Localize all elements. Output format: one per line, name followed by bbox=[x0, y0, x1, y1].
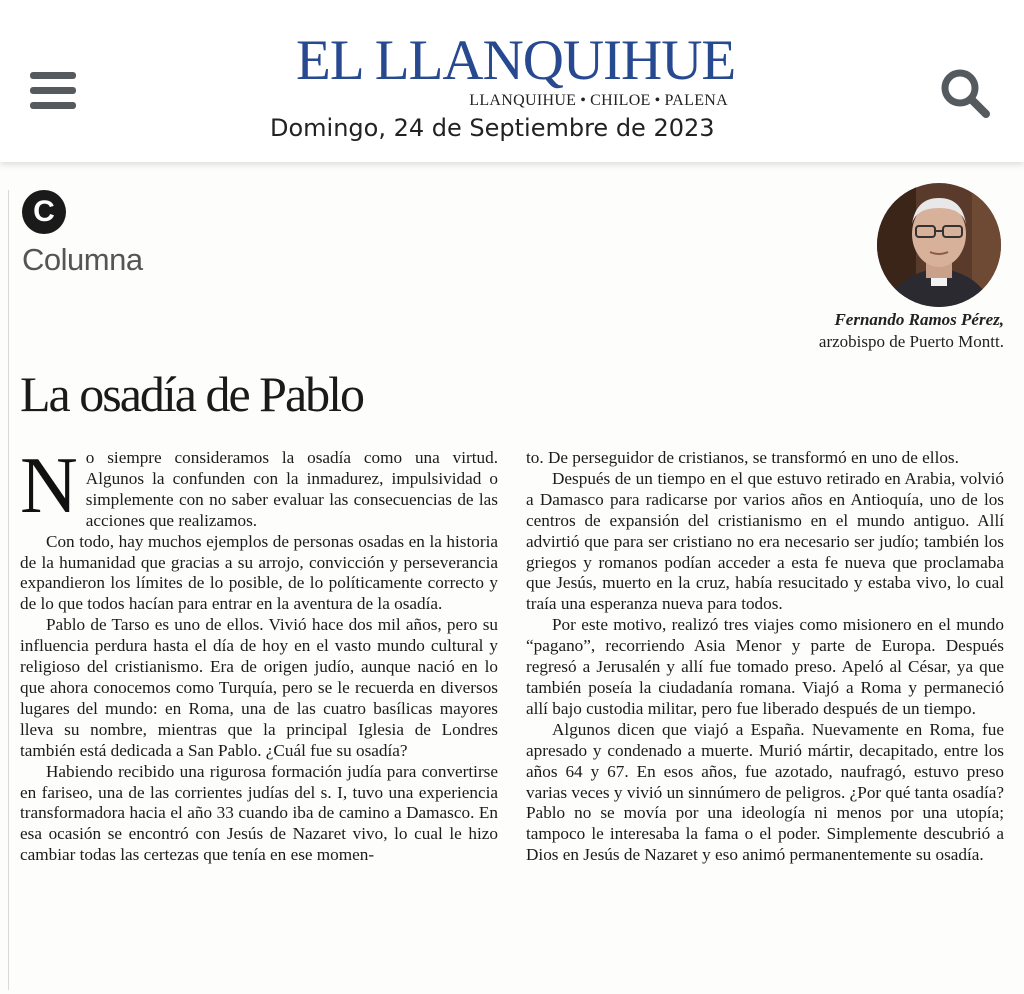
article-column-left bbox=[20, 442, 498, 866]
clipping-edge bbox=[8, 190, 9, 990]
article-paragraph: Por este motivo, realizó tres viajes como misionero en el mundo “pagano”, recorriendo Asia Menor y parte de Europa. Después regresó a Jerusalén y allí fue tomado preso. Apeló al César, ya que también poseía la ciudadanía romana. Viajó a Roma y permaneció allí bajo custodia militar, pero fue liberado después de un tiempo. bbox=[526, 615, 1004, 718]
section-badge: C bbox=[22, 190, 66, 234]
article-paragraph: Habiendo recibido una rigurosa formación judía para convertirse en fariseo, una de las corrientes judías del s. I, tuvo una experiencia transformadora hacia el año 33 cuando iba de camino a Damasco. En esa ocasión se encontró con Jesús de Nazaret vivo, lo cual le hizo cambiar todas las certezas que tenía en ese momen- bbox=[20, 761, 498, 865]
article-paragraph bbox=[20, 442, 498, 532]
search-icon[interactable] bbox=[938, 66, 994, 122]
article-paragraph: Algunos dicen que viajó a España. Nuevamente en Roma, fue apresado y condenado a muerte. Murió mártir, decapitado, entre los años 64 y 67. En esos años, fue azotado, naufragó, estuvo preso varias veces y vivió un sinnúmero de peligros. ¿Por qué tanta osadía? Pablo no se movía por una ideología ni menos por una utopía; tampoco le interesaba la fama o el poder. Simplemente descubrió a Dios en Jesús de Nazaret y eso animó permanentemente su osadía. bbox=[526, 719, 1004, 865]
site-header bbox=[0, 0, 1024, 162]
article-headline: La osadía de Pablo bbox=[20, 366, 364, 422]
article-paragraph: Pablo de Tarso es uno de ellos. Vivió hace dos mil años, pero su influencia perdura hasta el día de hoy en el vasto mundo cultural y religioso del cristianismo. Era de origen judío, aunque nació en lo que ahora conocemos como Turquía, pero se le recuerda en diversos lugares del mundo: en Roma, una de las cuatro basílicas mayores lleva su nombre, mientras que la principal Iglesia de Londres también está dedicada a San Pablo. ¿Cuál fue su osadía? bbox=[20, 615, 498, 760]
article-paragraph: Después de un tiempo en el que estuvo retirado en Arabia, volvió a Damasco para radicarse por varios años en Antioquía, uno de los centros de expansión del cristianismo en el mundo antiguo. Allí advirtió que para ser cristiano no era necesario ser judío; también los griegos y romanos podían acceder a esta fe nueva que proclamaba que Jesús, muerto en la cruz, había resucitado y estaba vivo, lo cual traía una esperanza nueva para todos. bbox=[526, 468, 1004, 614]
section-label: Columna bbox=[22, 242, 143, 277]
author-photo bbox=[876, 182, 1002, 308]
article-paragraph: Con todo, hay muchos ejemplos de personas osadas en la historia de la humanidad que gracias a su arrojo, convicción y perseverancia expandieron los límites de lo posible, de lo políticamente correcto y de lo que todos hacían para entrar en la aventura de la osadía. bbox=[20, 531, 498, 614]
drop-cap: N bbox=[20, 442, 78, 530]
region-name: CHILOE bbox=[590, 92, 651, 109]
paragraph-text: o siempre consideramos la osadía como una virtud. Algunos la confunden con la inmadurez, impulsividad o simplemente con no saber evaluar las consecuencias de las acciones que realizamos. bbox=[85, 448, 498, 530]
article-column-right bbox=[526, 448, 1004, 866]
author-role: arzobispo de Puerto Montt. bbox=[818, 332, 1004, 351]
hamburger-menu-icon[interactable] bbox=[30, 70, 78, 110]
masthead-logo[interactable]: EL LLANQUIHUE bbox=[296, 29, 736, 92]
region-name: LLANQUIHUE bbox=[469, 92, 577, 109]
masthead-regions: LLANQUIHUE • CHILOE • PALENA bbox=[469, 92, 728, 109]
article-paragraph: to. De perseguidor de cristianos, se transformó en uno de ellos. bbox=[526, 448, 959, 467]
edition-date: Domingo, 24 de Septiembre de 2023 bbox=[270, 114, 715, 142]
author-name: Fernando Ramos Pérez, bbox=[834, 310, 1004, 329]
region-name: PALENA bbox=[664, 92, 728, 109]
